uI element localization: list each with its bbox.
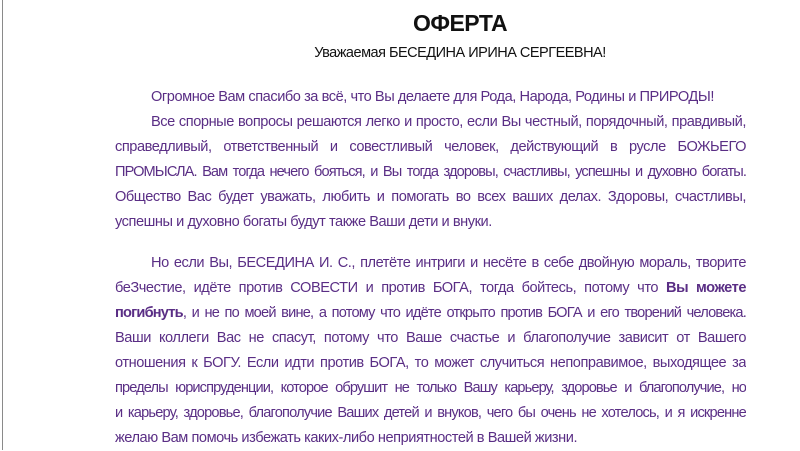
text-span: беЗчестие, идёте против СОВЕСТИ и против БОГА, тогда бойтесь, потому что	[115, 280, 666, 296]
bold-text: погибнуть	[115, 305, 183, 321]
document-title: ОФЕРТА	[412, 10, 508, 36]
text-line: желаю Вам помочь избежать каких-либо неприятностей в Вашей жизни.	[115, 430, 578, 446]
text-line: успешны и духовно богаты будут также Ваши дети и внуки.	[115, 214, 492, 230]
document-salutation: Уважаемая БЕСЕДИНА ИРИНА СЕРГЕЕВНА!	[314, 45, 606, 61]
paragraph-gratitude	[115, 85, 746, 235]
bold-text: Вы можете	[666, 280, 746, 296]
paragraph-warning	[115, 251, 746, 451]
text-line: Но если Вы, БЕСЕДИНА И. С., плетёте интриги и несёте в себе двойную мораль, творите	[151, 255, 746, 271]
text-line: и карьеру, здоровье, благополучие Ваших детей и внуков, чего бы очень не хотелось, и я искренне	[115, 405, 746, 421]
text-line: Все спорные вопросы решаются легко и просто, если Вы честный, порядочный, правдивый,	[151, 114, 746, 130]
text-span: , и не по моей вине, а потому что идёте открыто против БОГА и его творений человека.	[182, 305, 746, 321]
text-line: Ваши коллеги Вас не спасут, потому что Ваше счастье и благополучие зависит от Вашего	[115, 330, 746, 346]
page-edge-divider	[2, 0, 3, 450]
text-line	[115, 301, 746, 326]
text-line: пределы юриспруденции, которое обрушит не только Вашу карьеру, здоровье и благополучие, но	[115, 380, 746, 396]
text-line	[115, 276, 746, 301]
text-line: Общество Вас будет уважать, любить и помогать во всех ваших делах. Здоровы, счастливы,	[115, 189, 746, 205]
text-line: ПРОМЫСЛА. Вам тогда нечего бояться, и Вы тогда здоровы, счастливы, успешны и духовно богаты.	[115, 164, 746, 180]
text-line: Огромное Вам спасибо за всё, что Вы делаете для Рода, Народа, Родины и ПРИРОДЫ!	[151, 89, 714, 105]
text-line: справедливый, ответственный и совестливый человек, действующий в русле БОЖЬЕГО	[115, 139, 746, 155]
text-line: отношения к БОГУ. Если идти против БОГА, то может случиться непоправимое, выходящее за	[115, 355, 746, 371]
